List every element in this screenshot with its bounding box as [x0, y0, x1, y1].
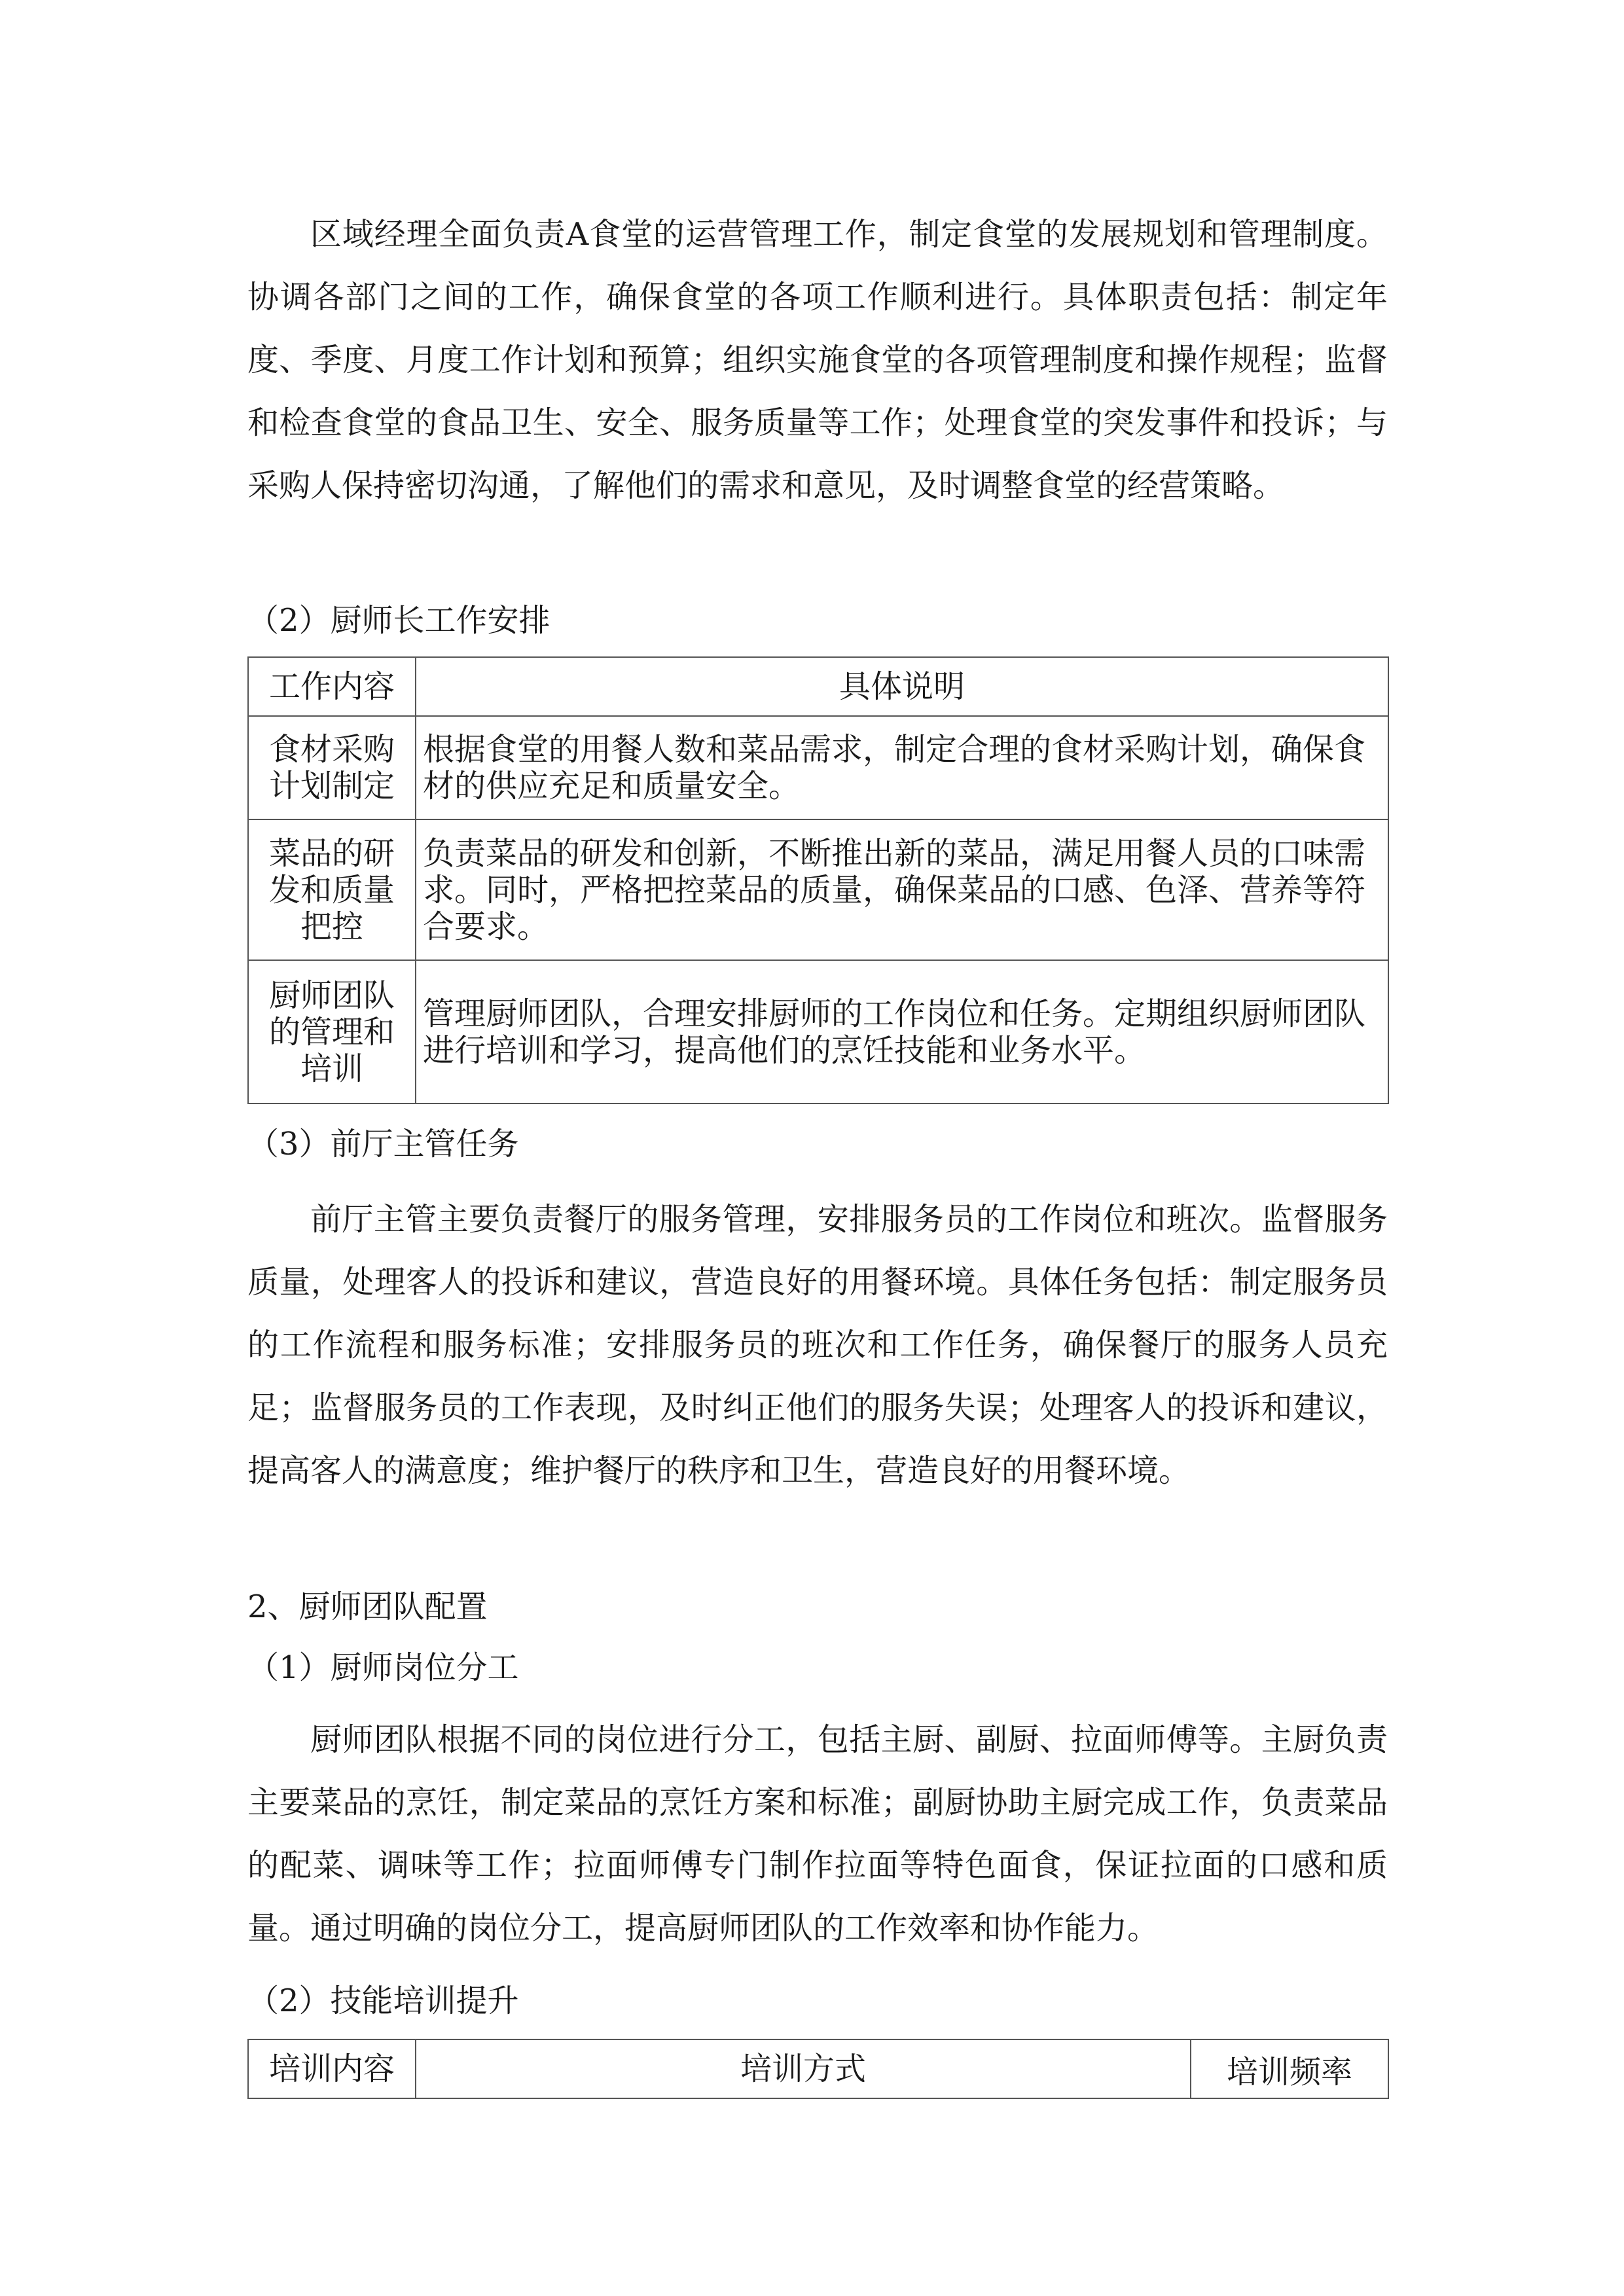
table-cell-item: 食材采购计划制定 — [248, 716, 416, 819]
table-row — [248, 819, 1388, 960]
table-header-cell: 培训内容 — [248, 2039, 416, 2098]
table-cell-desc — [416, 960, 1388, 1103]
table-cell-desc-text: 根据食堂的用餐人数和菜品需求，制定合理的食材采购计划，确保食材的供应充足和质量安全。 — [423, 731, 1366, 804]
table-header-cell: 培训频率 — [1191, 2039, 1388, 2098]
chef-roles-heading: （1）厨师岗位分工 — [247, 1649, 519, 1686]
table-cell-desc-text: 管理厨师团队，合理安排厨师的工作岗位和任务。定期组织厨师团队进行培训和学习，提高他们的烹饪技能和业务水平。 — [423, 995, 1366, 1069]
chef-duties-table — [247, 656, 1389, 1104]
table-cell-desc-text: 负责菜品的研发和创新，不断推出新的菜品，满足用餐人员的口味需求。同时，严格把控菜品的质量，确保菜品的口感、色泽、营养等符合要求。 — [423, 834, 1366, 945]
manager-duties-text: 区域经理全面负责A食堂的运营管理工作，制定食堂的发展规划和管理制度。协调各部门之间的工作，确保食堂的各项工作顺利进行。具体职责包括：制定年度、季度、月度工作计划和预算；组织实施食堂的各项管理制度和操作规程；监督和检查食堂的食品卫生、安全、服务质量等工作；处理食堂的突发事件和投诉；与采购人保持密切沟通，了解他们的需求和意见，及时调整食堂的经营策略。 — [247, 216, 1388, 504]
foh-paragraph — [247, 1188, 1388, 1502]
training-heading: （2）技能培训提升 — [247, 1982, 519, 2019]
table-header-row — [248, 2039, 1388, 2098]
training-table — [247, 2039, 1389, 2099]
foh-text: 前厅主管主要负责餐厅的服务管理，安排服务员的工作岗位和班次。监督服务质量，处理客人的投诉和建议，营造良好的用餐环境。具体任务包括：制定服务员的工作流程和服务标准；安排服务员的班次和工作任务，确保餐厅的服务人员充足；监督服务员的工作表现，及时纠正他们的服务失误；处理客人的投诉和建议，提高客人的满意度；维护餐厅的秩序和卫生，营造良好的用餐环境。 — [247, 1201, 1388, 1489]
table-row — [248, 716, 1388, 819]
table-cell-item: 菜品的研发和质量把控 — [248, 819, 416, 960]
chef-heading: （2）厨师长工作安排 — [247, 602, 550, 639]
table-row — [248, 960, 1388, 1103]
foh-heading: （3）前厅主管任务 — [247, 1126, 519, 1162]
table-header-cell: 培训方式 — [416, 2039, 1191, 2098]
table-cell-desc — [416, 819, 1388, 960]
table-header-cell: 工作内容 — [248, 657, 416, 716]
section-2-heading: 2、厨师团队配置 — [247, 1588, 488, 1625]
table-header-cell: 具体说明 — [416, 657, 1388, 716]
table-cell-desc — [416, 716, 1388, 819]
table-cell-item: 厨师团队的管理和培训 — [248, 960, 416, 1103]
table-header-row — [248, 657, 1388, 716]
manager-duties-paragraph — [247, 203, 1388, 517]
chef-roles-text: 厨师团队根据不同的岗位进行分工，包括主厨、副厨、拉面师傅等。主厨负责主要菜品的烹饪，制定菜品的烹饪方案和标准；副厨协助主厨完成工作，负责菜品的配菜、调味等工作；拉面师傅专门制作拉面等特色面食，保证拉面的口感和质量。通过明确的岗位分工，提高厨师团队的工作效率和协作能力。 — [247, 1721, 1388, 1946]
chef-roles-paragraph — [247, 1708, 1388, 1960]
